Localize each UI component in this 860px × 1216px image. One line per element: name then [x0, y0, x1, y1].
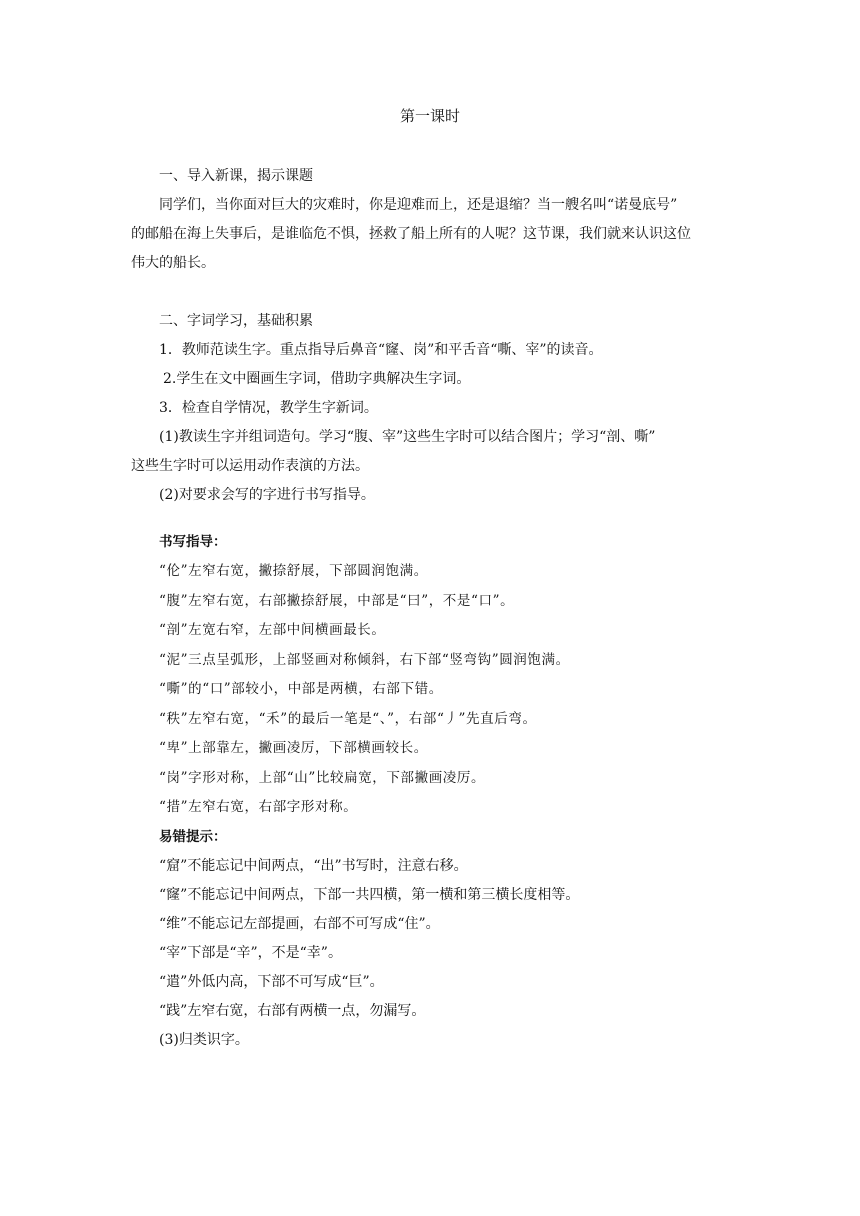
- spacer: [131, 278, 741, 307]
- error-tip-item: “维”不能忘记左部提画，右部不可写成“住”。: [159, 915, 440, 932]
- section-1-paragraph-line-2: 的邮船在海上失事后，是谁临危不惧，拯救了船上所有的人呢？这节课，我们就来认识这位: [131, 226, 691, 242]
- writing-guide-item: “秩”左窄右宽，“禾”的最后一笔是“、”，右部“丿”先直后弯。: [159, 710, 537, 727]
- writing-guide-heading: 书写指导：: [159, 534, 227, 550]
- section-2-heading: 二、字词学习，基础积累: [159, 313, 313, 329]
- writing-guide-item: “泥”三点呈弧形，上部竖画对称倾斜，右下部“竖弯钩”圆润饱满。: [159, 651, 570, 668]
- error-tip-item: “践”左窄右宽，右部有两横一点，勿漏写。: [159, 1002, 426, 1019]
- sub-step-2: (2)对要求会写的字进行书写指导。: [159, 487, 375, 503]
- sub-step-3: (3)归类识字。: [159, 1031, 249, 1048]
- writing-guide-item: “岗”字形对称，上部“山”比较扁宽，下部撇画凌厉。: [159, 769, 486, 786]
- writing-guide-item: “伦”左窄右宽，撇捺舒展，下部圆润饱满。: [159, 563, 428, 579]
- spacer: [131, 510, 741, 528]
- error-tip-item: “窿”不能忘记中间两点，下部一共四横，第一横和第三横长度相等。: [159, 886, 580, 903]
- sub-step-1-line-1: (1)教读生字并组词造句。学习“腹、宰”这些生字时可以结合图片；学习“剖、嘶”: [159, 429, 656, 445]
- writing-guide-item: “剖”左宽右窄，左部中间横画最长。: [159, 622, 386, 638]
- error-tip-item: “窟”不能忘记中间两点，“出”书写时，注意右移。: [159, 857, 468, 874]
- lesson-content: [131, 162, 741, 1055]
- writing-guide-item: “卑”上部靠左，撇画凌厉，下部横画较长。: [159, 740, 428, 756]
- step-1: 1．教师范读生字。重点指导后鼻音“窿、岗”和平舌音“嘶、宰”的读音。: [159, 342, 603, 358]
- section-1-paragraph-line-3: 伟大的船长。: [131, 255, 215, 271]
- writing-guide-item: “措”左窄右宽，右部字形对称。: [159, 799, 358, 815]
- page-title: 第一课时: [399, 107, 460, 125]
- sub-step-1-line-2: 这些生字时可以运用动作表演的方法。: [131, 458, 369, 474]
- section-1-paragraph-line-1: 同学们，当你面对巨大的灾难时，你是迎难而上，还是退缩？当一艘名叫“诺曼底号”: [159, 197, 678, 213]
- error-tip-item: “宰”下部是“辛”，不是“幸”。: [159, 944, 342, 961]
- writing-guide-item: “腹”左窄右宽，右部撇捺舒展，中部是“曰”，不是“口”。: [159, 592, 515, 609]
- writing-guide-item: “嘶”的“口”部较小，中部是两横，右部下错。: [159, 681, 443, 697]
- section-1-heading: 一、导入新课，揭示课题: [159, 168, 313, 184]
- error-tip-item: “遣”外低内高，下部不可写成“巨”。: [159, 973, 384, 990]
- step-3: 3．检查自学情况，教学生字新词。: [159, 400, 378, 416]
- step-2: 2.学生在文中圈画生字词，借助字典解决生字词。: [163, 371, 471, 387]
- error-tips-heading: 易错提示：: [159, 828, 227, 845]
